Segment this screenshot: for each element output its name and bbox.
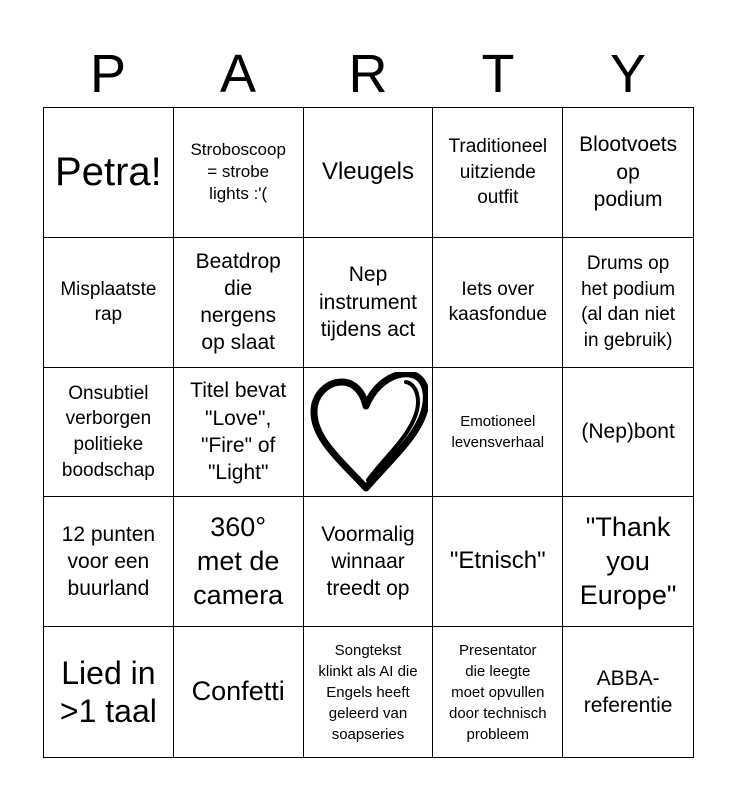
bingo-cell[interactable]: Lied in >1 taal xyxy=(44,627,174,757)
bingo-cell[interactable]: Petra! xyxy=(44,108,174,238)
bingo-cell[interactable]: Beatdrop die nergens op slaat xyxy=(174,238,304,368)
bingo-cell[interactable]: Songtekst klinkt als AI die Engels heeft geleerd van soapseries xyxy=(304,627,434,757)
bingo-card xyxy=(43,107,694,758)
heart-icon xyxy=(308,372,428,492)
bingo-cell[interactable]: 12 punten voor een buurland xyxy=(44,497,174,627)
bingo-cell[interactable]: Vleugels xyxy=(304,108,434,238)
bingo-title xyxy=(43,40,693,108)
title-letter-y: Y xyxy=(609,44,647,104)
title-letter-t: T xyxy=(481,44,515,104)
title-letter-r: R xyxy=(348,44,388,104)
bingo-cell[interactable]: Confetti xyxy=(174,627,304,757)
bingo-cell[interactable]: "Thank you Europe" xyxy=(563,497,693,627)
title-letter-a: A xyxy=(219,44,257,104)
bingo-cell[interactable]: Emotioneel levensverhaal xyxy=(433,368,563,498)
bingo-cell[interactable]: Blootvoets op podium xyxy=(563,108,693,238)
bingo-cell[interactable]: "Etnisch" xyxy=(433,497,563,627)
bingo-cell[interactable]: Onsubtiel verborgen politieke boodschap xyxy=(44,368,174,498)
bingo-cell[interactable]: Nep instrument tijdens act xyxy=(304,238,434,368)
bingo-cell[interactable]: Titel bevat "Love", "Fire" of "Light" xyxy=(174,368,304,498)
bingo-cell[interactable]: 360° met de camera xyxy=(174,497,304,627)
bingo-cell[interactable]: Voormalig winnaar treedt op xyxy=(304,497,434,627)
free-space[interactable] xyxy=(304,368,434,498)
bingo-cell[interactable]: (Nep)bont xyxy=(563,368,693,498)
bingo-cell[interactable]: Iets over kaasfondue xyxy=(433,238,563,368)
bingo-cell[interactable]: Drums op het podium (al dan niet in gebruik) xyxy=(563,238,693,368)
bingo-cell[interactable]: Presentator die leegte moet opvullen door technisch probleem xyxy=(433,627,563,757)
bingo-cell[interactable]: Stroboscoop = strobe lights :'( xyxy=(174,108,304,238)
bingo-cell[interactable]: Misplaatste rap xyxy=(44,238,174,368)
bingo-cell[interactable]: Traditioneel uitziende outfit xyxy=(433,108,563,238)
title-letter-p: P xyxy=(89,44,127,104)
bingo-cell[interactable]: ABBA- referentie xyxy=(583,666,673,718)
